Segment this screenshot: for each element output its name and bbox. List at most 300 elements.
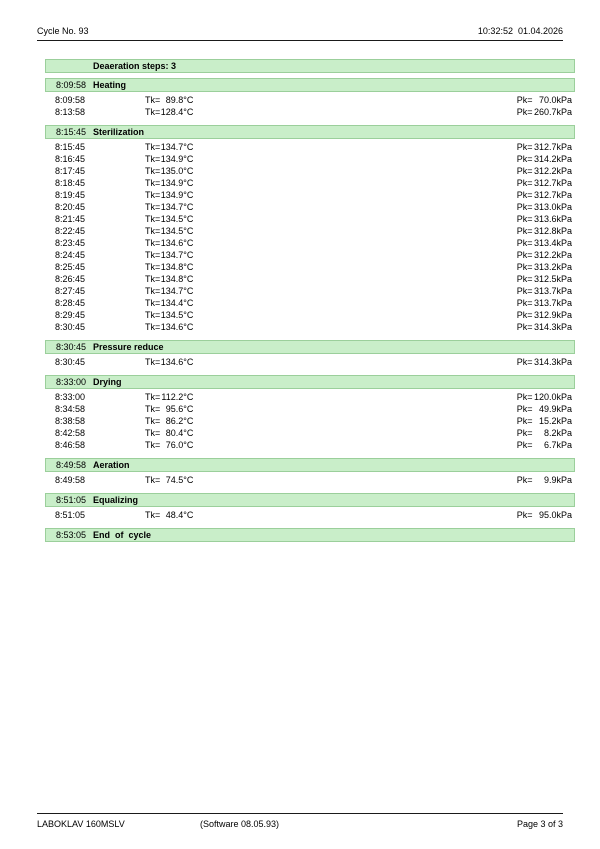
temp-value: 95.6 [165,404,184,414]
log-row [45,415,575,427]
pressure-value: 312.7 [533,178,557,188]
log-row [45,249,575,261]
temp-unit: °C [183,214,194,224]
section-header-row [45,125,575,139]
pressure-prefix: Pk= [516,178,533,188]
temp-value: 134.9 [160,190,184,200]
section-start-time: 8:30:45 [56,342,87,352]
temp-unit: °C [183,392,194,402]
report-section [45,528,575,542]
pressure-unit: kPa [556,392,572,402]
temp-value: 134.5 [160,226,184,236]
log-temperature [145,94,193,106]
temp-unit: °C [183,262,194,272]
pressure-unit: kPa [556,322,572,332]
log-row [45,321,575,333]
log-row [45,141,575,153]
temp-prefix: Tk= [145,154,161,164]
pressure-unit: kPa [556,262,572,272]
report-section [45,59,575,73]
log-pressure [517,474,572,486]
temp-value: 134.5 [160,310,184,320]
temp-prefix: Tk= [145,357,161,367]
temp-unit: °C [183,142,194,152]
log-time: 8:42:58 [55,428,86,438]
log-time: 8:16:45 [55,154,86,164]
log-time: 8:24:45 [55,250,86,260]
report-section [45,340,575,370]
log-temperature [145,321,193,333]
pressure-value: 312.9 [533,310,557,320]
temp-value: 134.9 [160,178,184,188]
log-pressure [517,189,572,201]
report-section [45,78,575,120]
log-pressure [517,237,572,249]
report-section [45,125,575,335]
log-temperature [145,403,193,415]
log-time: 8:17:45 [55,166,86,176]
report-section [45,458,575,488]
log-pressure [517,415,572,427]
log-pressure [517,427,572,439]
pressure-unit: kPa [556,510,572,520]
pressure-prefix: Pk= [516,95,533,105]
section-header-row [45,458,575,472]
pressure-unit: kPa [556,95,572,105]
temp-prefix: Tk= [145,262,161,272]
temp-unit: °C [183,95,194,105]
pressure-unit: kPa [556,202,572,212]
log-pressure [517,201,572,213]
pressure-prefix: Pk= [516,226,533,236]
temp-unit: °C [183,404,194,414]
log-row [45,403,575,415]
log-time: 8:09:58 [55,95,86,105]
pressure-unit: kPa [556,178,572,188]
temp-prefix: Tk= [145,142,161,152]
log-pressure [517,285,572,297]
print-datetime: 10:32:52 01.04.2026 [477,26,563,36]
log-row [45,213,575,225]
section-start-time: 8:09:58 [56,80,87,90]
pressure-unit: kPa [556,154,572,164]
log-time: 8:27:45 [55,286,86,296]
log-pressure [517,261,572,273]
log-row [45,165,575,177]
temp-value: 76.0 [165,440,184,450]
report-section [45,375,575,453]
temp-prefix: Tk= [145,440,161,450]
section-rows [45,139,575,335]
pressure-unit: kPa [556,190,572,200]
temp-value: 48.4 [165,510,184,520]
pressure-value: 312.7 [533,190,557,200]
pressure-value: 15.2 [538,416,557,426]
pressure-prefix: Pk= [516,250,533,260]
log-temperature [145,427,193,439]
log-temperature [145,141,193,153]
temp-unit: °C [183,310,194,320]
pressure-prefix: Pk= [516,214,533,224]
log-time: 8:30:45 [55,322,86,332]
temp-prefix: Tk= [145,322,161,332]
section-title: Drying [93,377,122,387]
temp-prefix: Tk= [145,250,161,260]
temp-prefix: Tk= [145,274,161,284]
page-header [37,26,563,41]
log-time: 8:22:45 [55,226,86,236]
temp-value: 134.8 [160,262,184,272]
temp-unit: °C [183,238,194,248]
temp-prefix: Tk= [145,392,161,402]
temp-prefix: Tk= [145,310,161,320]
temp-value: 134.7 [160,286,184,296]
pressure-value: 314.3 [533,357,557,367]
log-temperature [145,509,193,521]
pressure-unit: kPa [556,440,572,450]
temp-value: 134.8 [160,274,184,284]
temp-unit: °C [183,250,194,260]
pressure-unit: kPa [556,226,572,236]
pressure-prefix: Pk= [516,428,533,438]
log-pressure [517,153,572,165]
section-start-time: 8:53:05 [56,530,87,540]
temp-value: 89.8 [165,95,184,105]
pressure-prefix: Pk= [516,190,533,200]
temp-prefix: Tk= [145,286,161,296]
log-time: 8:49:58 [55,475,86,485]
pressure-prefix: Pk= [516,475,533,485]
pressure-unit: kPa [556,475,572,485]
log-temperature [145,474,193,486]
log-temperature [145,415,193,427]
cycle-number-label: Cycle No. 93 [37,26,89,36]
log-pressure [517,391,572,403]
cycle-log-table [45,59,575,542]
pressure-value: 313.2 [533,262,557,272]
temp-prefix: Tk= [145,214,161,224]
log-pressure [517,213,572,225]
pressure-value: 314.2 [533,154,557,164]
pressure-value: 312.5 [533,274,557,284]
log-pressure [517,297,572,309]
pressure-prefix: Pk= [516,262,533,272]
log-temperature [145,106,193,118]
temp-value: 134.6 [160,322,184,332]
log-time: 8:51:05 [55,510,86,520]
pressure-unit: kPa [556,250,572,260]
pressure-prefix: Pk= [516,392,533,402]
pressure-value: 312.2 [533,250,557,260]
log-time: 8:29:45 [55,310,86,320]
temp-prefix: Tk= [145,404,161,414]
pressure-prefix: Pk= [516,286,533,296]
section-title: Heating [93,80,127,90]
log-time: 8:18:45 [55,178,86,188]
log-row [45,391,575,403]
temp-unit: °C [183,440,194,450]
pressure-unit: kPa [556,142,572,152]
section-rows [45,354,575,370]
pressure-unit: kPa [556,416,572,426]
log-pressure [517,165,572,177]
temp-prefix: Tk= [145,226,161,236]
pressure-prefix: Pk= [516,166,533,176]
pressure-value: 313.7 [533,298,557,308]
section-start-time: 8:15:45 [56,127,87,137]
pressure-unit: kPa [556,238,572,248]
pressure-value: 312.8 [533,226,557,236]
pressure-unit: kPa [556,107,572,117]
log-row [45,427,575,439]
section-title: Aeration [93,460,130,470]
log-time: 8:13:58 [55,107,86,117]
pressure-unit: kPa [556,214,572,224]
temp-value: 134.9 [160,154,184,164]
pressure-prefix: Pk= [516,357,533,367]
section-title: End of cycle [93,530,152,540]
section-rows [45,389,575,453]
log-pressure [517,141,572,153]
pressure-value: 120.0 [533,392,557,402]
pressure-value: 6.7 [543,440,557,450]
log-temperature [145,237,193,249]
log-row [45,177,575,189]
section-header-row [45,375,575,389]
temp-unit: °C [183,298,194,308]
section-rows [45,472,575,488]
log-pressure [517,106,572,118]
temp-unit: °C [183,322,194,332]
pressure-unit: kPa [556,298,572,308]
temp-value: 135.0 [160,166,184,176]
temp-value: 80.4 [165,428,184,438]
log-time: 8:28:45 [55,298,86,308]
pressure-value: 313.6 [533,214,557,224]
temp-unit: °C [183,107,194,117]
log-row [45,474,575,486]
temp-value: 134.6 [160,238,184,248]
pressure-prefix: Pk= [516,298,533,308]
temp-prefix: Tk= [145,95,161,105]
section-rows [45,92,575,120]
pressure-value: 95.0 [538,510,557,520]
log-row [45,201,575,213]
temp-prefix: Tk= [145,510,161,520]
log-row [45,309,575,321]
section-start-time: 8:51:05 [56,495,87,505]
pressure-unit: kPa [556,310,572,320]
log-pressure [517,94,572,106]
log-temperature [145,177,193,189]
pressure-prefix: Pk= [516,142,533,152]
pressure-prefix: Pk= [516,416,533,426]
section-start-time: 8:33:00 [56,377,87,387]
temp-unit: °C [183,475,194,485]
temp-value: 134.7 [160,202,184,212]
section-title: Pressure reduce [93,342,164,352]
temp-value: 134.6 [160,357,184,367]
log-time: 8:20:45 [55,202,86,212]
pressure-unit: kPa [556,428,572,438]
pressure-prefix: Pk= [516,310,533,320]
section-header-row [45,528,575,542]
temp-prefix: Tk= [145,107,161,117]
pressure-value: 313.4 [533,238,557,248]
pressure-prefix: Pk= [516,322,533,332]
temp-unit: °C [183,274,194,284]
log-pressure [517,509,572,521]
temp-unit: °C [183,416,194,426]
log-row [45,225,575,237]
log-time: 8:15:45 [55,142,86,152]
log-temperature [145,165,193,177]
log-temperature [145,225,193,237]
temp-prefix: Tk= [145,166,161,176]
section-title: Equalizing [93,495,138,505]
temp-value: 74.5 [165,475,184,485]
temp-unit: °C [183,202,194,212]
section-title: Sterilization [93,127,145,137]
log-temperature [145,249,193,261]
pressure-value: 260.7 [533,107,557,117]
log-row [45,356,575,368]
log-row [45,237,575,249]
log-row [45,94,575,106]
pressure-prefix: Pk= [516,510,533,520]
temp-prefix: Tk= [145,416,161,426]
pressure-value: 70.0 [538,95,557,105]
log-temperature [145,297,193,309]
temp-prefix: Tk= [145,298,161,308]
pressure-value: 312.7 [533,142,557,152]
section-title: Deaeration steps: 3 [93,61,177,71]
pressure-value: 313.0 [533,202,557,212]
page-number: Page 3 of 3 [516,819,563,829]
pressure-value: 8.2 [543,428,557,438]
log-time: 8:25:45 [55,262,86,272]
temp-prefix: Tk= [145,190,161,200]
section-header-row [45,493,575,507]
log-pressure [517,309,572,321]
log-temperature [145,273,193,285]
temp-value: 134.7 [160,250,184,260]
temp-unit: °C [183,190,194,200]
log-pressure [517,403,572,415]
temp-value: 134.7 [160,142,184,152]
log-time: 8:38:58 [55,416,86,426]
log-time: 8:21:45 [55,214,86,224]
pressure-prefix: Pk= [516,154,533,164]
log-temperature [145,391,193,403]
log-row [45,273,575,285]
log-time: 8:34:58 [55,404,86,414]
log-pressure [517,249,572,261]
temp-unit: °C [183,178,194,188]
log-temperature [145,261,193,273]
pressure-prefix: Pk= [516,404,533,414]
section-header-row [45,340,575,354]
temp-value: 134.4 [160,298,184,308]
log-pressure [517,356,572,368]
temp-prefix: Tk= [145,178,161,188]
log-temperature [145,153,193,165]
log-row [45,153,575,165]
section-rows [45,507,575,523]
log-pressure [517,439,572,451]
temp-unit: °C [183,226,194,236]
pressure-unit: kPa [556,286,572,296]
log-temperature [145,285,193,297]
temp-prefix: Tk= [145,202,161,212]
log-row [45,189,575,201]
pressure-value: 9.9 [543,475,557,485]
log-row [45,297,575,309]
page-footer [37,813,563,829]
log-temperature [145,356,193,368]
pressure-prefix: Pk= [516,107,533,117]
pressure-value: 314.3 [533,322,557,332]
pressure-prefix: Pk= [516,202,533,212]
section-header-row [45,78,575,92]
temp-prefix: Tk= [145,428,161,438]
pressure-unit: kPa [556,357,572,367]
log-temperature [145,189,193,201]
log-temperature [145,439,193,451]
device-name: LABOKLAV 160MSLV [37,819,125,829]
pressure-unit: kPa [556,166,572,176]
log-temperature [145,201,193,213]
pressure-unit: kPa [556,404,572,414]
temp-prefix: Tk= [145,238,161,248]
pressure-value: 313.7 [533,286,557,296]
section-start-time: 8:49:58 [56,460,87,470]
pressure-prefix: Pk= [516,274,533,284]
log-row [45,509,575,521]
log-time: 8:23:45 [55,238,86,248]
log-temperature [145,213,193,225]
pressure-value: 49.9 [538,404,557,414]
temp-unit: °C [183,154,194,164]
temp-unit: °C [183,510,194,520]
pressure-prefix: Pk= [516,440,533,450]
software-version: (Software 08.05.93) [200,819,280,829]
pressure-unit: kPa [556,274,572,284]
log-pressure [517,177,572,189]
log-time: 8:30:45 [55,357,86,367]
log-time: 8:19:45 [55,190,86,200]
temp-value: 86.2 [165,416,184,426]
temp-value: 134.5 [160,214,184,224]
pressure-value: 312.2 [533,166,557,176]
log-temperature [145,309,193,321]
log-pressure [517,225,572,237]
report-section [45,493,575,523]
log-pressure [517,273,572,285]
log-row [45,261,575,273]
log-row [45,285,575,297]
log-row [45,106,575,118]
section-header-row [45,59,575,73]
pressure-prefix: Pk= [516,238,533,248]
log-time: 8:33:00 [55,392,86,402]
log-row [45,439,575,451]
temp-unit: °C [183,286,194,296]
temp-value: 128.4 [160,107,184,117]
temp-unit: °C [183,428,194,438]
log-time: 8:46:58 [55,440,86,450]
temp-unit: °C [183,357,194,367]
